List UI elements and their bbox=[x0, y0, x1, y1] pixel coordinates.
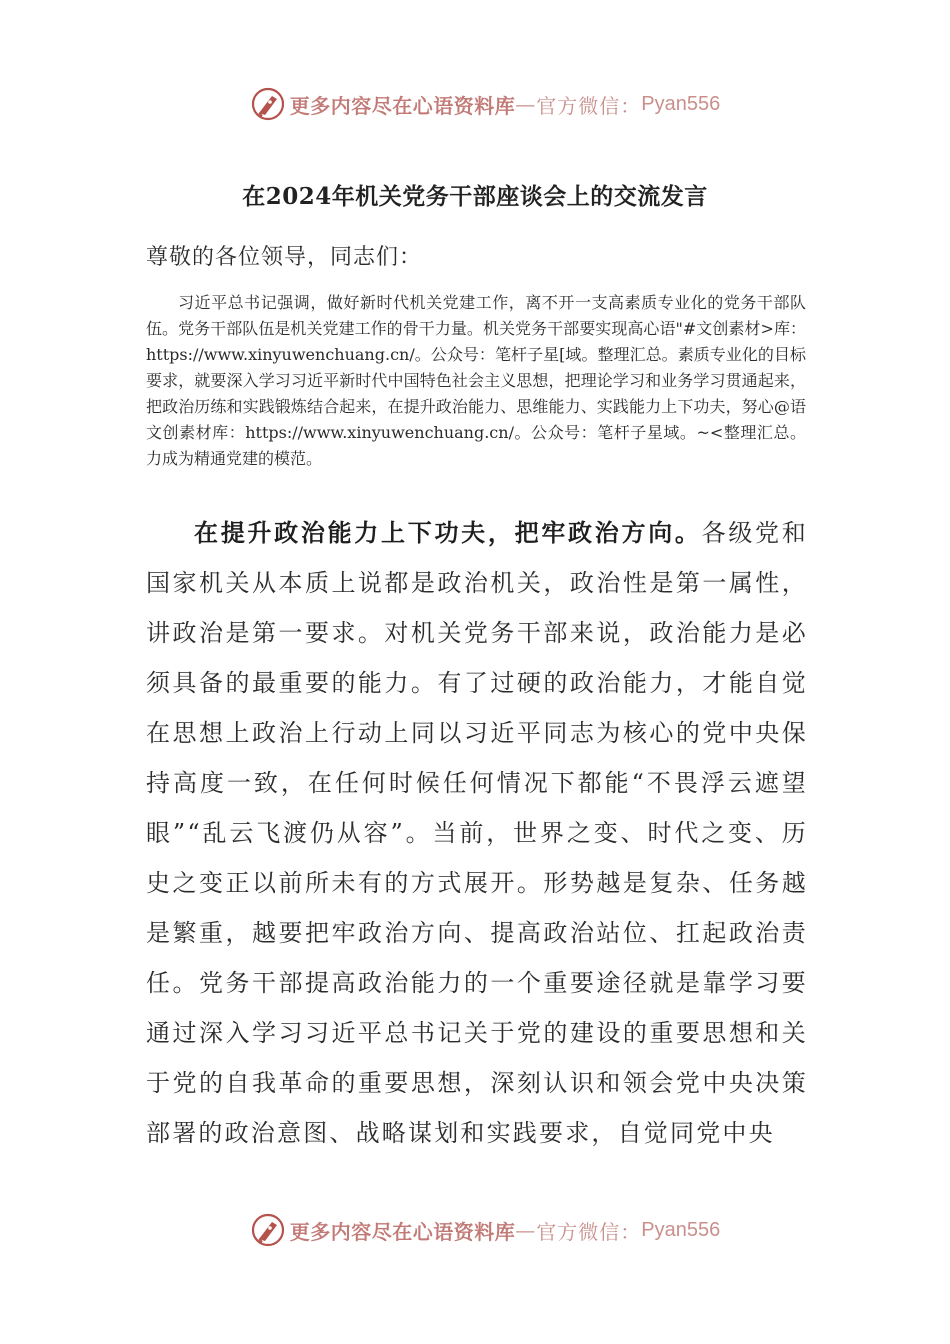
banner-dash: — bbox=[515, 1218, 537, 1242]
section-1-body: 各级党和国家机关从本质上说都是政治机关，政治性是第一属性，讲政治是第一要求。对机关党务干部来说，政治能力是必须具备的最重要的能力。有了过硬的政治能力，才能自觉在思想上政治上行动上同以习近平同志为核心的党中央保持高度一致，在任何时候任何情况下都能“不畏浮云遮望眼”“乱云飞渡仍从容”。当前，世界之变、时代之变、历史之变正以前所未有的方式展开。形势越是复杂、任务越是繁重，越要把牢政治方向、提高政治站位、扛起政治责任。党务干部提高政治能力的一个重要途径就是靠学习要通过深入学习习近平总书记关于党的建设的重要思想和关于党的自我革命的重要思想，深刻认识和领会党中央决策部署的政治意图、战略谋划和实践要求，自觉同党中央 bbox=[146, 519, 808, 1147]
banner-lead-text: 更多内容尽在心语资料库 bbox=[289, 93, 516, 118]
pen-nib-logo-icon bbox=[250, 86, 286, 122]
header-banner bbox=[0, 84, 950, 124]
banner-dash: — bbox=[515, 92, 537, 116]
footer-banner bbox=[0, 1210, 950, 1250]
section-1-paragraph bbox=[146, 508, 808, 1158]
banner-wechat-label: 官方微信： bbox=[536, 93, 642, 118]
banner-lead-text: 更多内容尽在心语资料库 bbox=[289, 1219, 516, 1244]
banner-wechat-label: 官方微信： bbox=[536, 1219, 642, 1244]
document-title: 在2024年机关党务干部座谈会上的交流发言 bbox=[242, 183, 708, 210]
banner-wechat-id: Pyan556 bbox=[641, 1218, 721, 1241]
pen-nib-logo-icon bbox=[250, 1212, 286, 1248]
salutation: 尊敬的各位领导，同志们： bbox=[146, 245, 423, 270]
banner-wechat-id: Pyan556 bbox=[641, 92, 721, 115]
section-1-heading: 在提升政治能力上下功夫，把牢政治方向。 bbox=[194, 518, 702, 547]
intro-paragraph: 习近平总书记强调，做好新时代机关党建工作，离不开一支高素质专业化的党务干部队伍。党务干部队伍是机关党建工作的骨干力量。机关党务干部要实现高心语"#文创素材>库：https://www.xinyuwenchuang.cn/。公众号：笔杆子星[域。整理汇总。素质专业化的目标要求，就要深入学习习近平新时代中国特色社会主义思想，把理论学习和业务学习贯通起来，把政治历练和实践锻炼结合起来，在提升政治能力、思维能力、实践能力上下功夫，努心@语文创素材库：https://www.xinyuwenchuang.cn/。公众号：笔杆子星域。~<整理汇总。力成为精通党建的模范。 bbox=[146, 293, 806, 468]
